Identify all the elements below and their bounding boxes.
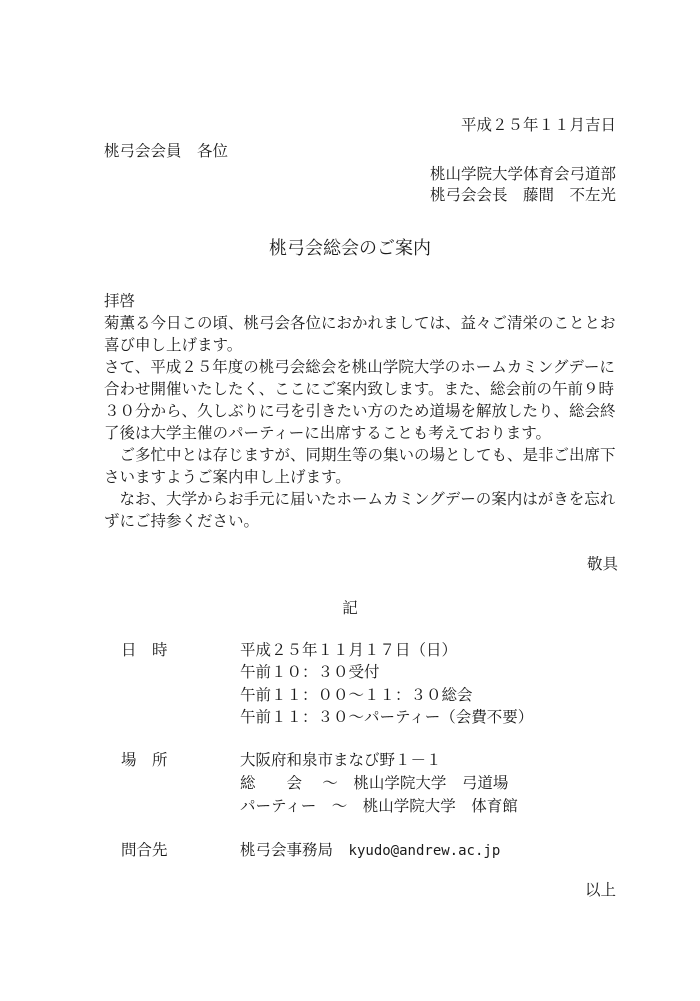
contact-line bbox=[240, 838, 500, 860]
letter-body bbox=[104, 290, 624, 532]
body-paragraph: なお、大学からお手元に届いたホームカミングデーの案内はがきを忘れずにご持参ください。 bbox=[104, 490, 616, 530]
datetime-line: 午前１１：３０～パーティー（会費不要） bbox=[240, 708, 534, 726]
datetime-line: 平成２５年１１月１７日（日） bbox=[240, 641, 458, 659]
sender-name: 桃弓会会長 藤間 不左光 bbox=[429, 186, 616, 204]
place-line: パーティー ～ 桃山学院大学 体育館 bbox=[240, 797, 518, 815]
sender-organization: 桃山学院大学体育会弓道部 bbox=[429, 165, 616, 183]
contact-organization: 桃弓会事務局 bbox=[240, 841, 334, 859]
datetime-line: 午前１０：３０受付 bbox=[240, 663, 380, 681]
body-paragraph: 菊薫る今日この頃、桃弓会各位におかれましては、益々ご清栄のこととお喜び申し上げます。 bbox=[104, 314, 616, 354]
closing-ijo: 以上 bbox=[584, 881, 616, 899]
datetime-line: 午前１１：００～１１：３０総会 bbox=[240, 686, 473, 704]
place-line: 大阪府和泉市まなび野１－１ bbox=[240, 751, 442, 769]
place-label: 場 所 bbox=[121, 751, 168, 769]
document-title: 桃弓会総会のご案内 bbox=[269, 238, 431, 259]
ki-heading: 記 bbox=[342, 599, 358, 617]
datetime-label: 日 時 bbox=[121, 641, 168, 659]
closing-keigu: 敬具 bbox=[586, 555, 618, 573]
contact-label: 問合先 bbox=[121, 841, 168, 859]
place-line: 総 会 ～ 桃山学院大学 弓道場 bbox=[240, 774, 509, 792]
body-paragraph: ご多忙中とは存じますが、同期生等の集いの場としても、是非ご出席下さいますようご案内申し上げます。 bbox=[104, 446, 616, 486]
body-paragraph: さて、平成２５年度の桃弓会総会を桃山学院大学のホームカミングデーに合わせ開催いたしたく、ここにご案内致します。また、総会前の午前９時３０分から、久しぶりに弓を引きたい方のため道場を解放したり、総会終了後は大学主催のパーティーに出席することも考えております。 bbox=[104, 358, 616, 442]
addressee: 桃弓会会員 各位 bbox=[104, 142, 229, 160]
contact-email[interactable]: kyudo@andrew.ac.jp bbox=[348, 843, 501, 859]
document-date: 平成２５年１１月吉日 bbox=[460, 116, 616, 134]
greeting: 拝啓 bbox=[104, 292, 136, 310]
